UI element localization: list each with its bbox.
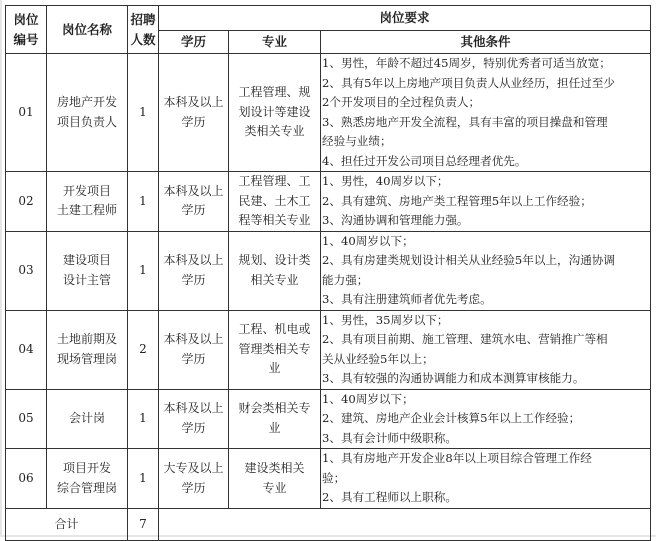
cell-other-line: 1、男性，35周岁以下；	[322, 312, 449, 327]
cell-other	[321, 54, 651, 172]
cell-major	[229, 449, 321, 509]
cell-other	[321, 310, 651, 389]
cell-id: 05	[6, 389, 47, 449]
cell-major-line: 工程管理、规	[238, 85, 311, 100]
cell-education-line: 本科及以上	[163, 332, 224, 346]
cell-education-line: 学历	[181, 203, 206, 218]
cell-count: 1	[128, 231, 159, 310]
cell-major-line: 工程管理、工	[238, 174, 311, 188]
cell-education-line: 本科及以上	[163, 183, 224, 198]
cell-name-line: 综合管理岗	[56, 480, 117, 495]
cell-name-line: 现场管理岗	[56, 351, 117, 366]
table-row	[6, 310, 651, 389]
cell-major	[229, 54, 321, 172]
cell-other	[321, 172, 651, 232]
cell-major-line: 工程、机电或	[238, 322, 311, 337]
cell-other-line: 1、40周岁以下；	[322, 391, 414, 406]
cell-education	[159, 389, 229, 449]
cell-major-line: 专业	[262, 480, 287, 495]
cell-name-line: 房地产开发	[56, 95, 117, 109]
header-other: 其他条件	[321, 31, 651, 54]
cell-education-line: 学历	[181, 420, 206, 435]
cell-other-line: 2、建筑、房地产企业会计核算5年以上工作经验；	[322, 411, 581, 425]
cell-major-line: 类相关专业	[244, 124, 305, 139]
cell-other-line: 2、具有项目前期、施工管理、建筑水电、营销推广等相	[322, 332, 608, 346]
cell-education-line: 本科及以上	[163, 401, 224, 416]
cell-id: 04	[6, 310, 47, 389]
cell-count: 1	[128, 172, 159, 232]
total-empty	[159, 509, 651, 541]
cell-major-line: 管理类相关专	[238, 341, 311, 356]
cell-name	[47, 449, 128, 509]
cell-education-line: 学历	[181, 114, 206, 129]
cell-other-line: 验；	[322, 470, 346, 485]
cell-id: 02	[6, 172, 47, 232]
cell-major	[229, 310, 321, 389]
header-name: 岗位名称	[47, 6, 128, 54]
cell-other-line: 2、具有建筑、房地产类工程管理5年以上工作经验；	[322, 193, 592, 208]
total-row	[6, 509, 651, 541]
cell-major	[229, 389, 321, 449]
cell-name-line: 项目负责人	[56, 114, 117, 129]
cell-education-line: 学历	[181, 351, 206, 366]
cell-other-line: 3、沟通协调和管理能力强。	[322, 213, 469, 227]
cell-other-line: 能力强；	[322, 272, 369, 287]
cell-count: 2	[128, 310, 159, 389]
cell-name-line: 开发项目	[62, 183, 111, 198]
cell-major	[229, 231, 321, 310]
cell-other	[321, 449, 651, 509]
cell-other-line: 1、男性，年龄不超过45周岁，特别优秀者可适当放宽；	[322, 56, 611, 70]
cell-count: 1	[128, 389, 159, 449]
cell-other	[321, 231, 651, 310]
recruitment-table	[5, 5, 651, 541]
header-education: 学历	[159, 31, 229, 54]
cell-name-line: 设计主管	[62, 272, 111, 287]
cell-education-line: 学历	[181, 272, 206, 287]
cell-id: 03	[6, 231, 47, 310]
cell-major-line: 相关专业	[250, 272, 299, 287]
cell-major-line: 建设类相关	[244, 461, 305, 475]
cell-education-line: 学历	[181, 480, 206, 495]
cell-id: 06	[6, 449, 47, 509]
cell-name-line: 项目开发	[62, 461, 111, 475]
cell-education	[159, 310, 229, 389]
cell-other-line: 1、男性，40周岁以下；	[322, 174, 449, 188]
cell-other-line: 2个开发项目的全过程负责人；	[322, 95, 481, 109]
table-row	[6, 172, 651, 232]
cell-major-line: 程等相关专业	[238, 213, 311, 227]
cell-name	[47, 54, 128, 172]
cell-education-line: 本科及以上	[163, 253, 224, 267]
cell-education-line: 本科及以上	[163, 95, 224, 109]
cell-other	[321, 389, 651, 449]
cell-education	[159, 172, 229, 232]
header-count: 招聘 人数	[128, 6, 159, 54]
cell-name	[47, 231, 128, 310]
cell-other-line: 2、具有房建类规划设计相关从业经验5年以上，沟通协调	[322, 253, 616, 267]
cell-major	[229, 172, 321, 232]
cell-education	[159, 54, 229, 172]
cell-name	[47, 310, 128, 389]
cell-major-line: 规划、设计类	[238, 253, 311, 267]
cell-education	[159, 449, 229, 509]
cell-other-line: 3、具有会计师中级职称。	[322, 430, 457, 445]
cell-other-line: 3、具有较强的沟通协调能力和成本测算审核能力。	[322, 371, 585, 385]
cell-major-line: 业	[268, 361, 281, 376]
cell-count: 1	[128, 449, 159, 509]
total-count: 7	[128, 509, 159, 541]
cell-name-line: 土建工程师	[56, 203, 117, 218]
cell-education-line: 大专及以上	[163, 461, 224, 475]
table-row	[6, 54, 651, 172]
cell-other-line: 经验与业绩；	[322, 134, 392, 148]
header-id: 岗位 编号	[6, 6, 47, 54]
cell-other-line: 1、具有房地产开发企业8年以上项目综合管理工作经	[322, 451, 592, 466]
cell-other-line: 3、熟悉房地产开发全流程，具有丰富的项目操盘和管理	[322, 114, 608, 129]
cell-other-line: 3、具有注册建筑师者优先考虑。	[322, 292, 492, 306]
cell-name	[47, 389, 128, 449]
table-row	[6, 449, 651, 509]
cell-major-line: 财会类相关专	[238, 401, 311, 416]
cell-major-line: 业	[268, 420, 281, 435]
header-requirements: 岗位要求	[159, 6, 651, 31]
cell-other-line: 4、担任过开发公司项目总经理者优先。	[322, 153, 527, 168]
total-label: 合计	[6, 509, 128, 541]
cell-other-line: 1、40周岁以下；	[322, 233, 414, 248]
cell-name-line: 土地前期及	[56, 332, 117, 346]
table-row	[6, 231, 651, 310]
cell-education	[159, 231, 229, 310]
header-major: 专业	[229, 31, 321, 54]
cell-name-line: 会计岗	[68, 411, 105, 425]
cell-name	[47, 172, 128, 232]
table-row	[6, 389, 651, 449]
cell-major-line: 划设计等建设	[238, 104, 311, 119]
cell-other-line: 2、具有5年以上房地产项目负责人从业经历，担任过至少	[322, 75, 616, 90]
cell-id: 01	[6, 54, 47, 172]
cell-major-line: 民建、土木工	[238, 193, 311, 208]
cell-other-line: 2、具有工程师以上职称。	[322, 490, 457, 505]
cell-other-line: 关从业经验5年以上；	[322, 351, 434, 366]
cell-name-line: 建设项目	[62, 253, 111, 267]
cell-count: 1	[128, 54, 159, 172]
